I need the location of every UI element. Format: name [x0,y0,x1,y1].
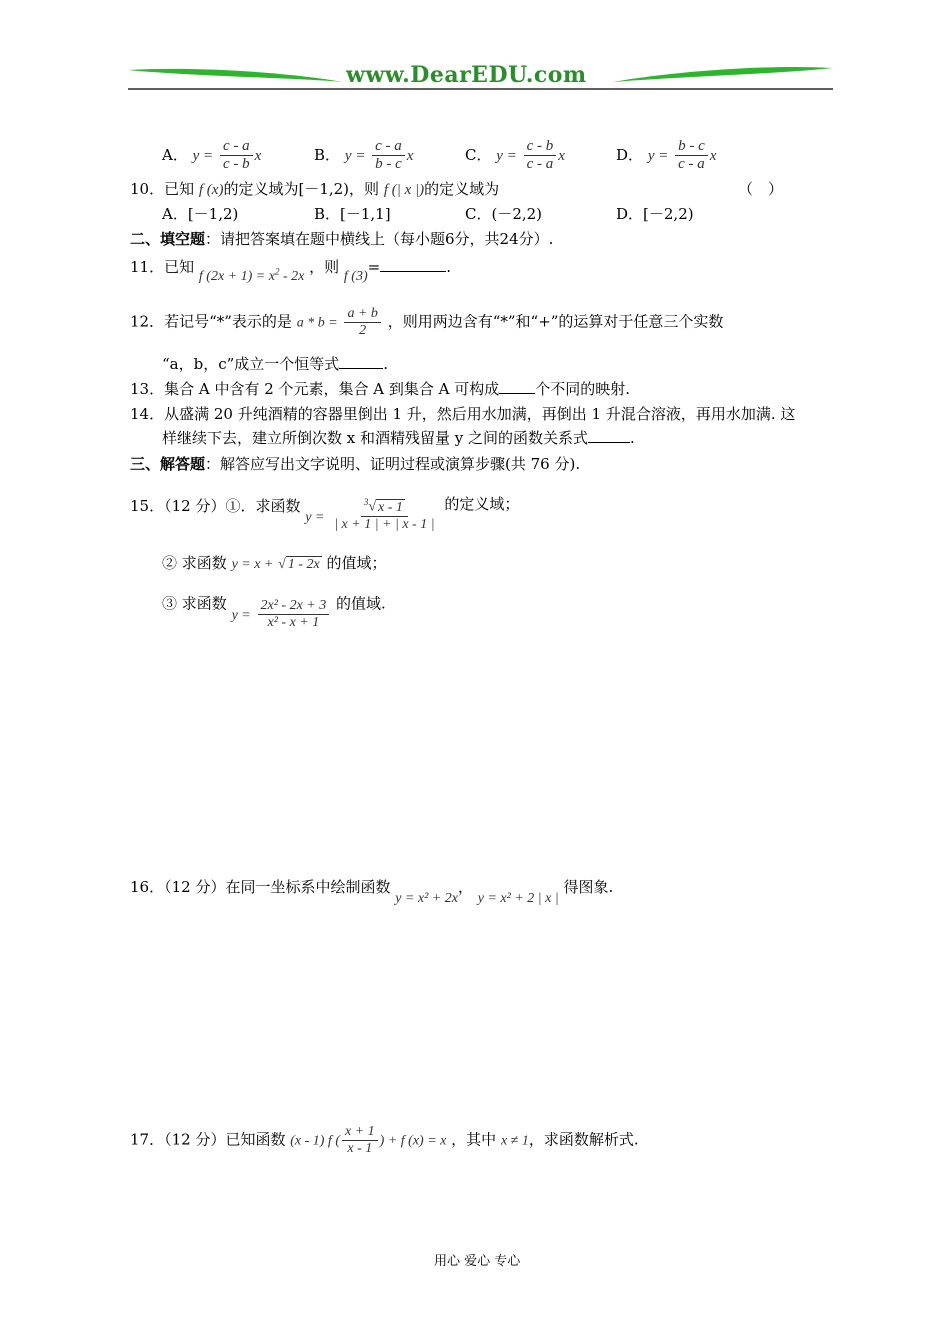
q12-line2: “a，b，c”成立一个恒等式 . [162,355,389,373]
q14-line1: 14．从盛满 20 升纯酒精的容器里倒出 1 升，然后用水加满，再倒出 1 升混合溶液，再用水加满. 这 [130,405,796,423]
q9-option-d: D． y = $\frac{b - c}{c - a}$ x [616,138,717,173]
q14-line2: 样继续下去，建立所倒次数 x 和酒精残留量 y 之间的函数关系式 . [162,429,635,447]
q10-answer-paren: （ ） [738,180,784,198]
q15-part1: 15．（12 分）①．求函数 y = $\frac{^3√ x - 1}{| x + 1 | + | x - 1 |}$ 的定义域； [130,494,520,532]
q12-line1: 12．若记号“*”表示的是 a * b = $\frac{a + b}{2}$ ，则用两边含有“*”和“+”的运算对于任意三个实数 [130,306,724,339]
section-fill-in-heading: 二、填空题：请把答案填在题中横线上（每小题6分，共24分）. [130,230,554,248]
q9-option-a: A． y = $\frac{c - a}{c - b}$ x [162,138,262,173]
q11: 11．已知 f $(2x + 1) = x^2 - 2x$ ，则 f (3)= . [130,258,451,284]
q17: 17．（12 分）已知函数 (x - 1) f ( $\frac{x + 1}{x - 1}$ ) + f (x) = x ，其中 x ≠ 1，求函数解析式. [130,1124,639,1157]
q15-part3: ③ 求函数 y = $\frac{\text{2x² - 2x + 3}}{\text{x² - x + 1}}$ 的值域. [162,594,386,631]
section-solutions-heading: 三、解答题：解答应写出文字说明、证明过程或演算步骤(共 76 分). [130,455,581,473]
q9-option-c: C． y = $\frac{c - b}{c - a}$ x [465,138,565,173]
q13: 13．集合 A 中含有 2 个元素，集合 A 到集合 A 可构成 个不同的映射. [130,380,631,398]
q16: 16．（12 分）在同一坐标系中绘制函数 y = x² + 2x， y = x² + 2 | x | 得图象. [130,878,614,906]
logo-text: www.DearEDU.com [346,62,587,88]
q9-option-b: B． y = $\frac{c - a}{b - c}$ x [314,138,414,173]
q10-stem: 10．已知 f (x)的定义域为[－1,2)，则 f (| x |)的定义域为 [130,180,500,198]
q9-options [162,128,782,172]
header-logo [128,62,833,94]
q15-part2: ② 求函数 y = x + √ 1 - 2x 的值域； [162,554,387,572]
q10-options: A．[－1,2) B．[－1,1] C．(－2,2) D．[－2,2) [162,205,694,223]
page-footer: 用心 爱心 专心 [434,1254,521,1269]
